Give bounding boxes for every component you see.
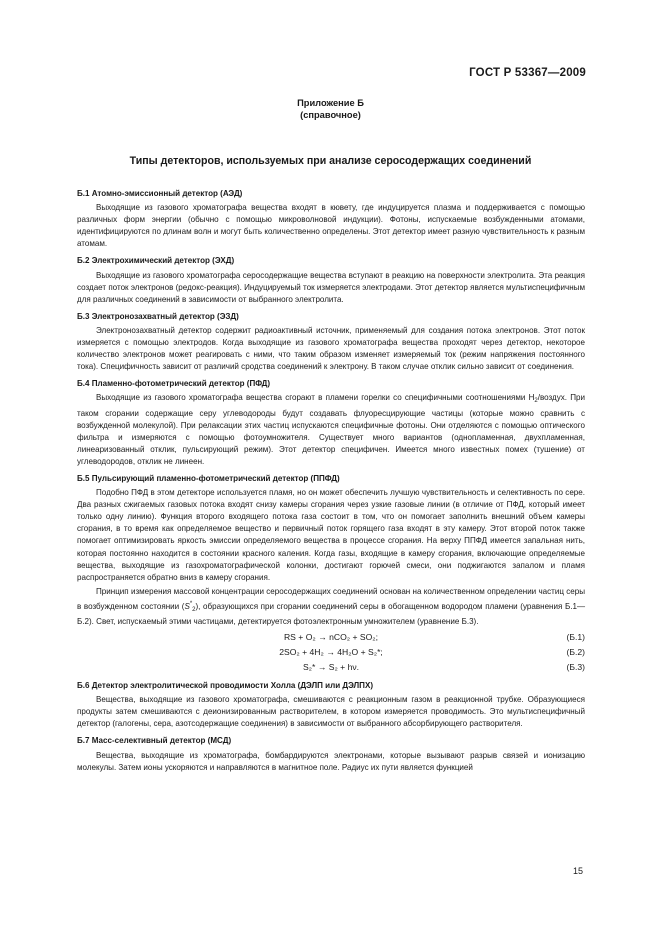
section-heading: Б.7 Масс-селективный детектор (МСД) — [77, 736, 232, 746]
section-heading: Б.6 Детектор электролитической проводимости Холла (ДЭЛП или ДЭЛПХ) — [77, 681, 374, 691]
paragraph: Электронозахватный детектор содержит радиоактивный источник, применяемый для создания потока электронов. Этот поток измеряется с помощью электродов. Когда выходящие из газового хроматографа вещества проходят через детектор, некоторое количество электронов может реагировать с ними, что таким образом изменяет измеряемый ток (режим напряжения постоянного тока). Специфичность зависит от различий сродства соединений к электрону. В таком случае отклик сильно зависит от соединения. — [77, 325, 585, 372]
appendix-title: Приложение Б — [297, 98, 364, 108]
equation-number: (Б.3) — [566, 662, 585, 673]
subscript: 2 — [192, 606, 196, 613]
paragraph: Выходящие из газового хроматографа вещества входят в кювету, где индуцируется плазма и поддерживается с помощью различных форм энергии (обычно с помощью микроволновой индукции). Фотоны, испускаемые возбужденными атомами, идентифицируются по длинам волн и могут быть количественно определены. Этот детектор имеет разную чувствительность к разным атомам. — [77, 203, 585, 249]
section-heading: Б.3 Электронозахватный детектор (ЭЗД) — [77, 311, 239, 321]
text-run: Выходящие из газового хроматографа вещества сгорают в пламени горелки со специфичными соотношениями H — [96, 393, 535, 403]
equation-formula: S₂* → S₂ + hν. — [302, 662, 360, 673]
standard-number: ГОСТ Р 53367—2009 — [469, 67, 586, 79]
text-run: Принцип измерения массовой концентрации серосодержащих соединений основан на количественном определении частиц серы в возбужденном состоянии ( — [77, 586, 585, 611]
paragraph: Вещества, выходящие из газового хроматографа, смешиваются с реакционным газом в реакционной трубке. Образующиеся продукты затем смешиваются с деионизированным растворителем, в котором измеряется проводимость. Это мультиспецифичный детектор (галогены, сера, азотсодержащие соединения) в зависимости от выбранного абсорбирующего растворителя. — [77, 695, 585, 729]
subscript: 2 — [534, 398, 538, 405]
paragraph: Вещества, выходящие из хроматографа, бомбардируются электронами, которые вызывают разрыв связей и ионизацию молекулы. Затем ионы ускоряются и направляются в магнитное поле. Радиус их пути является функцией — [77, 750, 585, 772]
equation — [77, 660, 585, 675]
equation-number: (Б.2) — [566, 647, 585, 658]
equation — [77, 645, 585, 660]
equation-formula: RS + O₂ → nCO₂ + SO₂; — [283, 632, 379, 643]
text-run: ), образующихся при сгорании соединений серы в обогащенном водородом пламени (уравнения Б.1—Б.2). Свет, испускаемый этими частицами, детектируется фотоэлектронным умножителем (уравнение Б.3). — [77, 601, 585, 626]
paragraph — [77, 392, 585, 468]
equation-formula: 2SO₂ + 4H₂ → 4H₂O + S₂*; — [279, 647, 383, 658]
text-run: /воздух. При таком сгорании содержащие серу углеводороды будут создавать флуоресцирующие частицы (которые можно сравнить с возбужденной молекулой). При релаксации этих частиц испускаются специфичные фотоны. Они отделяются с помощью оптического фильтра и измеряются с помощью фотоумножителя. Существует много вариантов (однопламенная, двухпламенная, линеаризованный отклик, пульсирующий режим). Этот детектор специфичен. Имеется много известных помех (тушение) от углеводородов, отклик не линеен. — [77, 393, 585, 466]
paragraph — [77, 586, 585, 628]
superscript: * — [189, 600, 193, 607]
equation — [77, 630, 585, 645]
symbol: S — [184, 601, 190, 611]
paragraph: Подобно ПФД в этом детекторе используется пламя, но он может обеспечить лучшую чувствительность и селективность по сере. Два разных сжигаемых газовых потока входят снизу камеры сгорания через узкие газовые линии (в отличие от ПФД, который имеет только одну линию). Функция второго входящего потока газа состоит в том, что он помогает заполнить внешний объем камеры сгорания, в то время как определяемое вещество и первичный поток горящего газа входят в эту камеру. Этот второй поток также помогает оптимизировать яркость эмиссии определяемого вещества в процессе сгорания. На верху ППФД имеется запальная нить, которая постоянно находится в состоянии красного каления. Когда газы, входящие в камеру сгорания, включающие определяемые вещества, выходящие из газохроматографической колонки, достигают горючей смеси, они поджигаются запалом и пламя распространяется обратно вниз в камеру сгорания. — [77, 488, 585, 582]
section-heading: Б.1 Атомно-эмиссионный детектор (АЭД) — [77, 189, 243, 198]
appendix-subtitle: (справочное) — [300, 110, 361, 120]
document-body — [77, 188, 585, 776]
equation-number: (Б.1) — [566, 632, 585, 643]
page-number: 15 — [572, 866, 583, 876]
paragraph: Выходящие из газового хроматографа серосодержащие вещества вступают в реакцию на поверхности электролита. Эта реакция создает поток электронов (редокс-реакция). Индуцируемый ток измеряется электродами. Этот детектор является мультиспецифичным для различных соединений в зависимости от выбранного электролита. — [77, 270, 585, 304]
document-title: Типы детекторов, используемых при анализе серосодержащих соединений — [129, 155, 532, 167]
section-heading: Б.4 Пламенно-фотометрический детектор (ПФД) — [77, 379, 271, 389]
section-heading: Б.5 Пульсирующий пламенно-фотометрический детектор (ППФД) — [77, 473, 340, 483]
section-heading: Б.2 Электрохимический детектор (ЭХД) — [77, 256, 235, 266]
